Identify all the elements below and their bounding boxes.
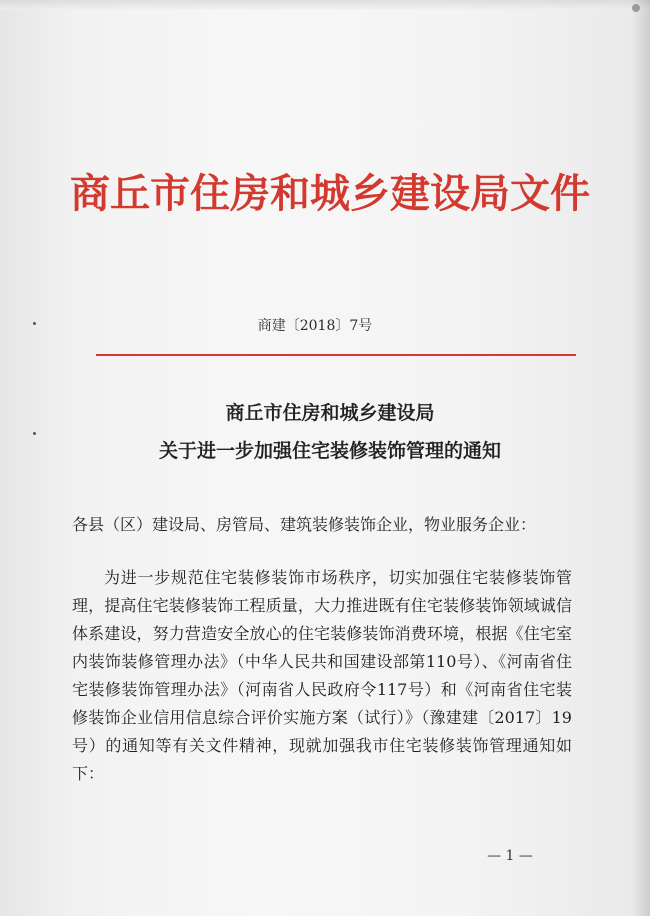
salutation: 各县（区）建设局、房管局、建筑装修装饰企业，物业服务企业：: [72, 515, 537, 534]
notice-title-line1: 商丘市住房和城乡建设局: [225, 402, 435, 424]
document-number: 商建〔2018〕7号: [257, 318, 373, 334]
body-paragraph: 为进一步规范住宅装修装饰市场秩序，切实加强住宅装修装饰管理，提高住宅装修装饰工程质量，大力推进既有住宅装修装饰领域诚信体系建设，努力营造安全放心的住宅装修装饰消费环境，根据《住宅室内装饰装修管理办法》（中华人民共和国建设部第110号）、《河南省住宅装修装饰管理办法》（河南省人民政府令117号）和《河南省住宅装修装饰企业信用信息综合评价实施方案（试行）》（豫建建〔2017〕19号）的通知等有关文件精神，现就加强我市住宅装修装饰管理通知如下：: [72, 568, 572, 783]
scan-shadow-right: [632, 0, 650, 916]
punch-hole-mark: [632, 4, 640, 12]
notice-title-line2: 关于进一步加强住宅装修装饰管理的通知: [158, 440, 501, 462]
document-header-title: 商丘市住房和城乡建设局文件: [70, 170, 590, 217]
scan-shadow-top: [0, 0, 650, 10]
margin-mark: [33, 432, 36, 435]
margin-mark: [33, 322, 36, 325]
page-number: — 1 —: [487, 848, 533, 864]
red-divider-line: [96, 354, 576, 356]
